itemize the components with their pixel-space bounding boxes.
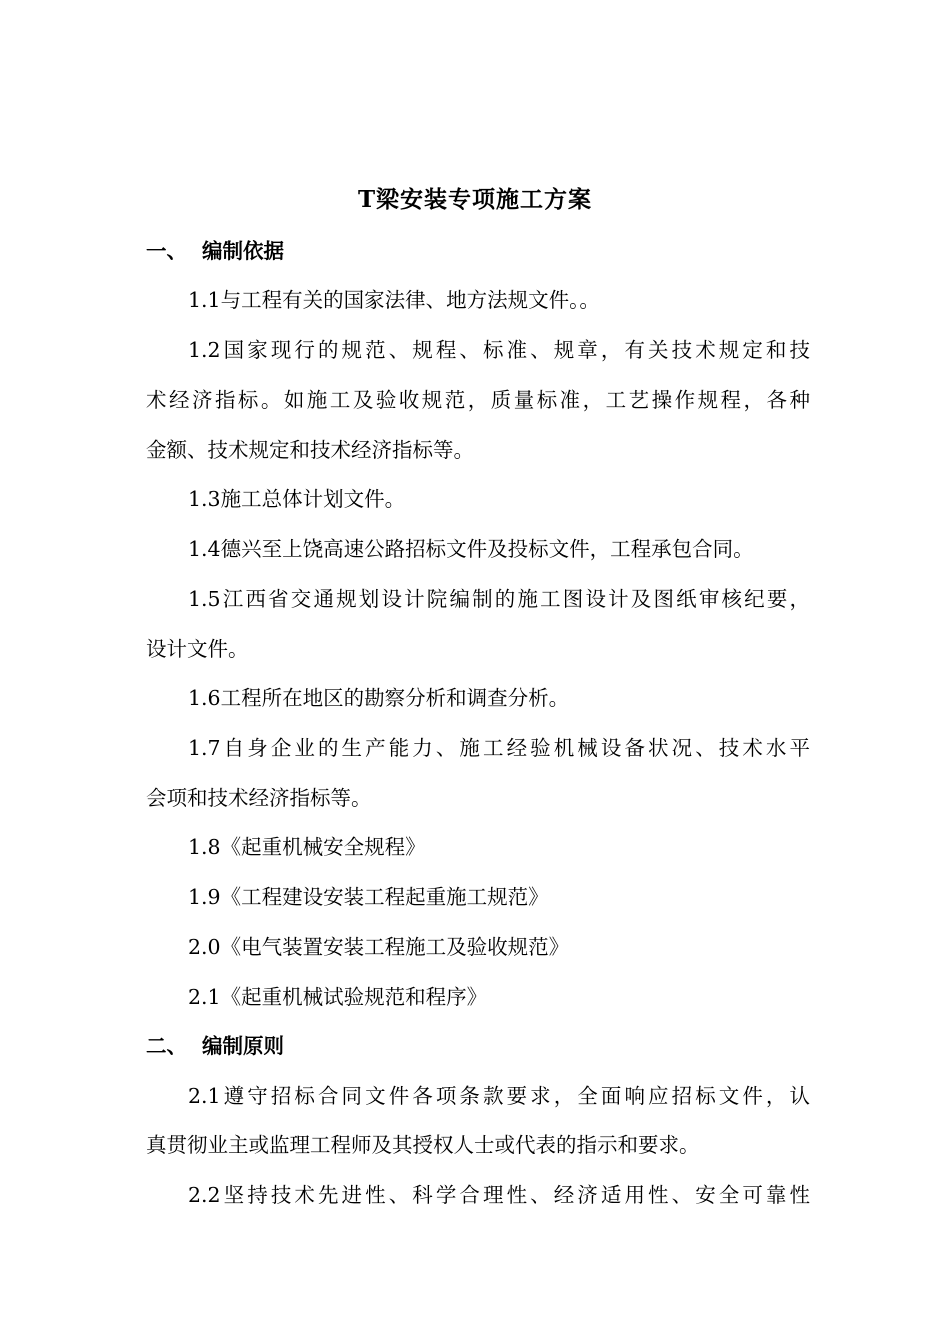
- paragraph-line: 1.6工程所在地区的勘察分析和调查分析。: [188, 686, 570, 710]
- paragraph-line: 金额、技术规定和技术经济指标等。: [146, 438, 474, 462]
- section-number: 二、: [146, 1034, 187, 1058]
- paragraph-line: 1.9《工程建设安装工程起重施工规范》: [188, 885, 549, 909]
- paragraph-line: 术经济指标。如施工及验收规范，质量标准，工艺操作规程，各种: [146, 388, 810, 412]
- paragraph-line: 1.4德兴至上饶高速公路招标文件及投标文件，工程承包合同。: [188, 537, 754, 561]
- document-title: T梁安装专项施工方案: [357, 186, 593, 213]
- section-number: 一、: [146, 239, 187, 263]
- paragraph-line: 会项和技术经济指标等。: [146, 786, 372, 810]
- paragraph-line: 1.8《起重机械安全规程》: [188, 835, 426, 859]
- paragraph-line: 1.1与工程有关的国家法律、地方法规文件。。: [188, 288, 600, 312]
- section-heading-2: [146, 1028, 810, 1064]
- section-title: 编制依据: [202, 239, 284, 263]
- paragraph-line: 1.7自身企业的生产能力、施工经验机械设备状况、技术水平: [188, 736, 810, 760]
- paragraph-line: 1.5江西省交通规划设计院编制的施工图设计及图纸审核纪要，: [188, 587, 810, 611]
- paragraph-line: 1.2国家现行的规范、规程、标准、规章，有关技术规定和技: [188, 338, 810, 362]
- paragraph-line: 1.3施工总体计划文件。: [188, 487, 406, 511]
- paragraph-line: 设计文件。: [146, 637, 249, 661]
- section-heading-1: [146, 233, 810, 269]
- paragraph-line: 2.0《电气装置安装工程施工及验收规范》: [188, 935, 570, 959]
- paragraph-line: 2.1《起重机械试验规范和程序》: [188, 985, 488, 1009]
- paragraph-line: 真贯彻业主或监理工程师及其授权人士或代表的指示和要求。: [146, 1133, 700, 1157]
- section-title: 编制原则: [202, 1034, 284, 1058]
- paragraph-line: 2.1遵守招标合同文件各项条款要求，全面响应招标文件，认: [188, 1084, 810, 1108]
- paragraph-line: 2.2坚持技术先进性、科学合理性、经济适用性、安全可靠性: [188, 1183, 810, 1207]
